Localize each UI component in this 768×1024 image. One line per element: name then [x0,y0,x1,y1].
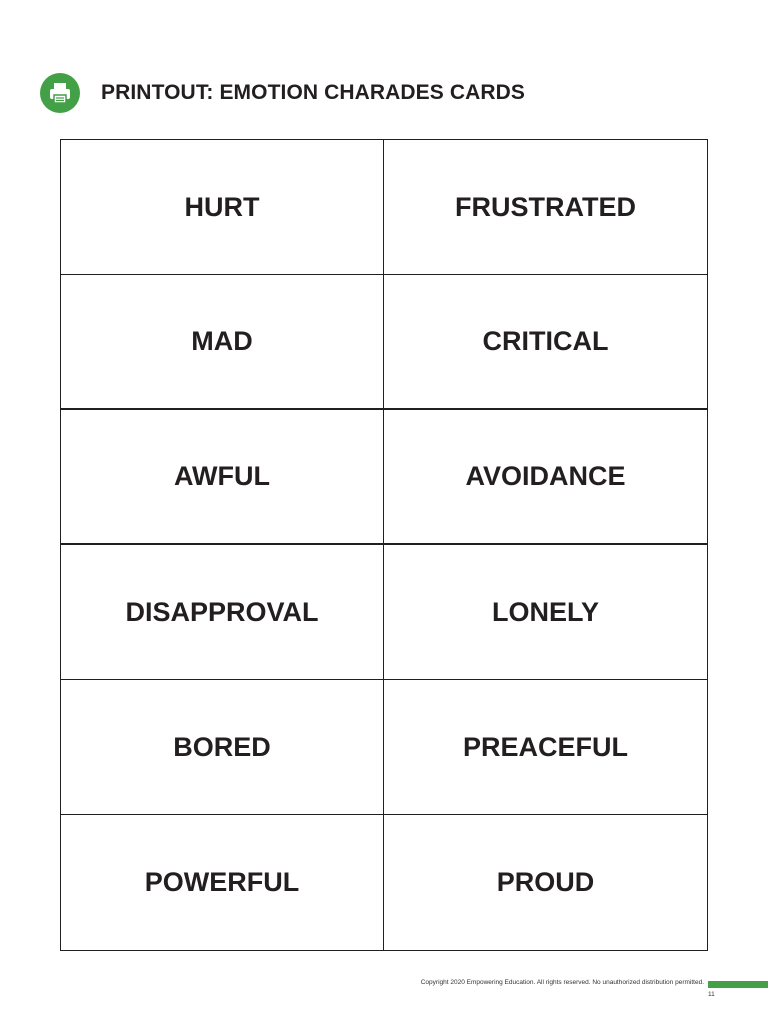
charades-card: HURT [61,140,384,275]
footer-accent-bar [708,981,768,988]
charades-card: CRITICAL [384,275,707,410]
page-title: PRINTOUT: EMOTION CHARADES CARDS [101,81,525,104]
charades-card: BORED [61,680,384,815]
page-header [40,72,525,114]
charades-card: LONELY [384,545,707,680]
charades-card: POWERFUL [61,815,384,950]
charades-card: MAD [61,275,384,410]
charades-card: AVOIDANCE [384,410,707,545]
copyright-notice: Copyright 2020 Empowering Education. All rights reserved. No unauthorized distribution permitted. [420,979,704,986]
charades-card: AWFUL [61,410,384,545]
charades-card-grid [60,139,708,951]
printer-icon [40,73,80,113]
charades-card: PREACEFUL [384,680,707,815]
charades-card: DISAPPROVAL [61,545,384,680]
page-number: 11 [708,991,715,998]
charades-card: PROUD [496,867,595,897]
charades-card: FRUSTRATED [384,140,707,275]
